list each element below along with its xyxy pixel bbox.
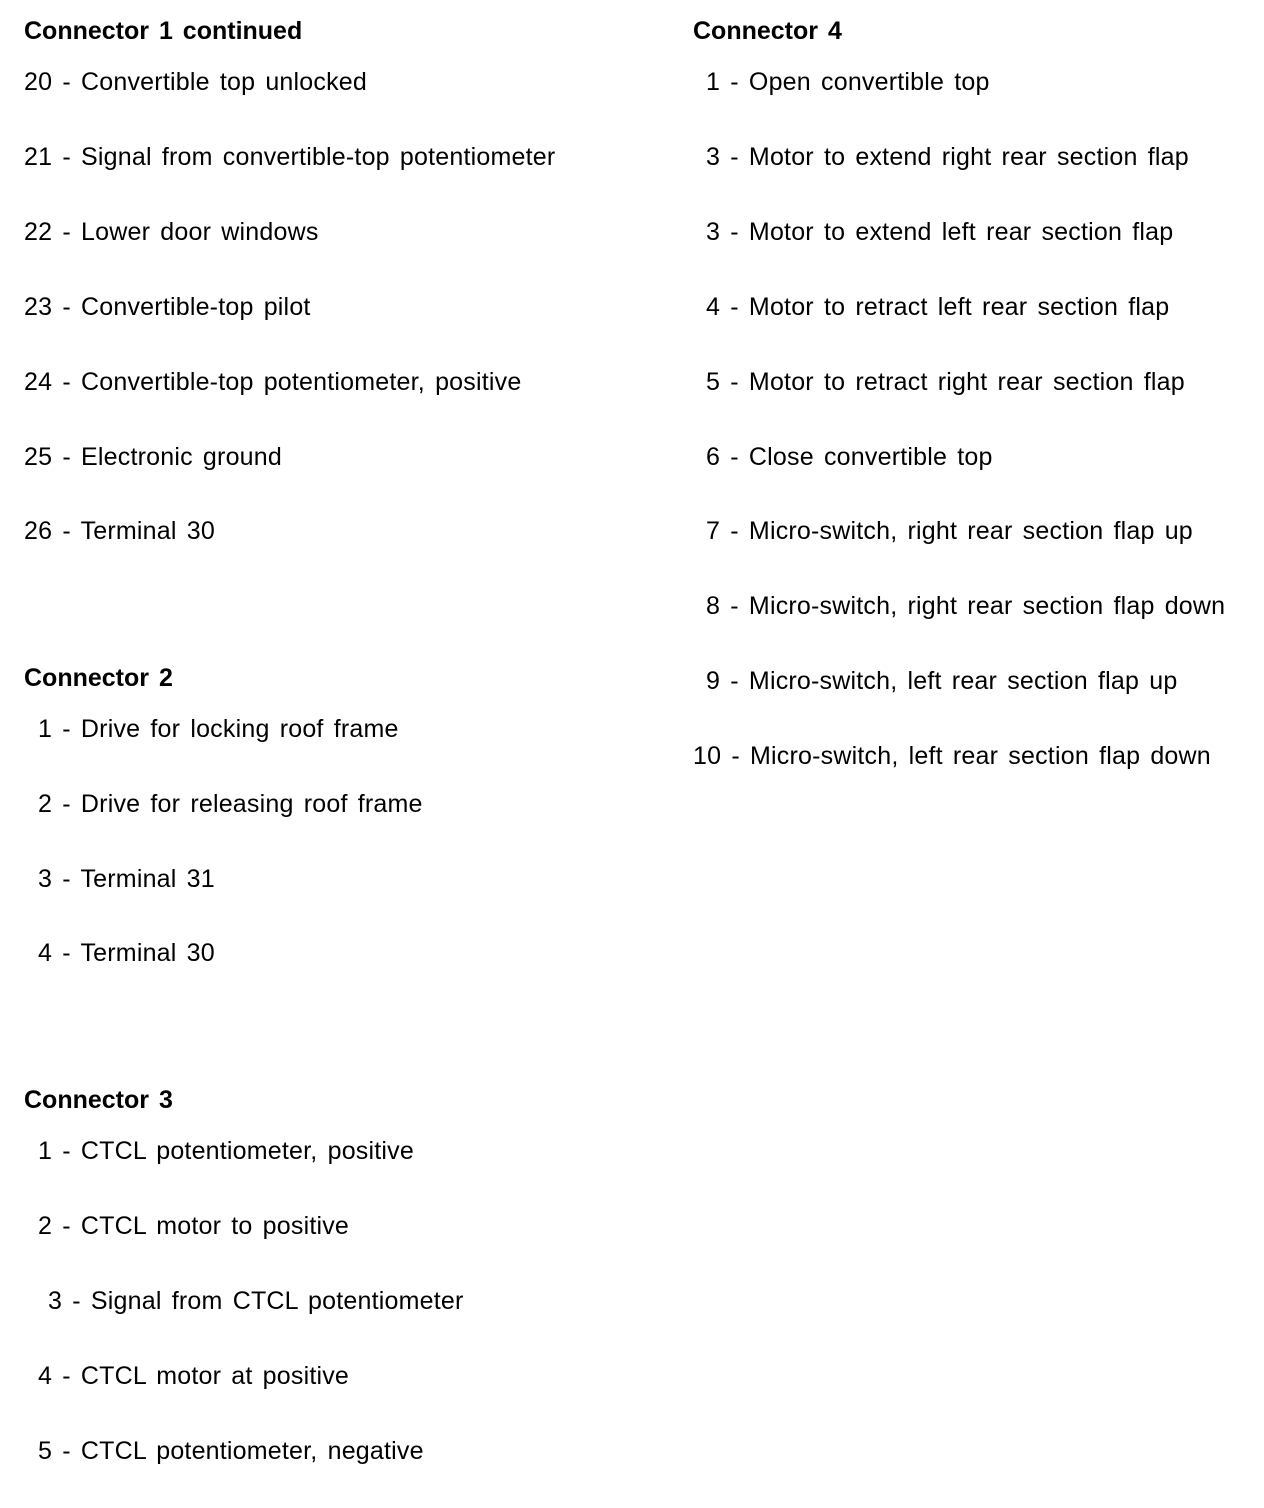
connector-2-pin-2: 2 - Drive for releasing roof frame <box>38 790 423 818</box>
connector-4-pin-1: 1 - Open convertible top <box>706 68 990 96</box>
connector-2-pin-4: 4 - Terminal 30 <box>38 939 215 967</box>
connector-4-pin-9: 9 - Micro-switch, left rear section flap up <box>706 667 1178 695</box>
connector-3-pin-2: 2 - CTCL motor to positive <box>38 1212 350 1240</box>
connector-1-pin-25: 25 - Electronic ground <box>24 443 282 471</box>
connector-4-pin-4: 4 - Motor to retract left rear section flap <box>706 293 1170 321</box>
connector-4-pin-3a: 3 - Motor to extend right rear section flap <box>706 143 1189 171</box>
connector-3-pin-1: 1 - CTCL potentiometer, positive <box>38 1137 414 1165</box>
connector-1-pin-22: 22 - Lower door windows <box>24 218 319 246</box>
connector-4-pin-8: 8 - Micro-switch, right rear section flap down <box>706 592 1226 620</box>
connector-1-heading: Connector 1 continued <box>24 17 303 45</box>
connector-1-pin-21: 21 - Signal from convertible-top potentiometer <box>24 143 556 171</box>
connector-2-pin-1: 1 - Drive for locking roof frame <box>38 715 399 743</box>
connector-4-pin-7: 7 - Micro-switch, right rear section flap up <box>706 517 1193 545</box>
connector-3-heading: Connector 3 <box>24 1086 173 1114</box>
connector-3-pin-4: 4 - CTCL motor at positive <box>38 1362 350 1390</box>
connector-4-pin-5: 5 - Motor to retract right rear section flap <box>706 368 1185 396</box>
connector-2-pin-3: 3 - Terminal 31 <box>38 865 215 893</box>
connector-4-pin-10: 10 - Micro-switch, left rear section flap down <box>693 742 1211 770</box>
connector-3-pin-5: 5 - CTCL potentiometer, negative <box>38 1437 424 1465</box>
connector-1-pin-20: 20 - Convertible top unlocked <box>24 68 367 96</box>
connector-4-heading: Connector 4 <box>693 17 842 45</box>
connector-3-pin-3: 3 - Signal from CTCL potentiometer <box>48 1287 464 1315</box>
connector-4-pin-6: 6 - Close convertible top <box>706 443 993 471</box>
connector-4-pin-3b: 3 - Motor to extend left rear section flap <box>706 218 1174 246</box>
connector-1-pin-24: 24 - Convertible-top potentiometer, positive <box>24 368 522 396</box>
connector-1-pin-26: 26 - Terminal 30 <box>24 517 215 545</box>
connector-2-heading: Connector 2 <box>24 664 173 692</box>
connector-1-pin-23: 23 - Convertible-top pilot <box>24 293 311 321</box>
